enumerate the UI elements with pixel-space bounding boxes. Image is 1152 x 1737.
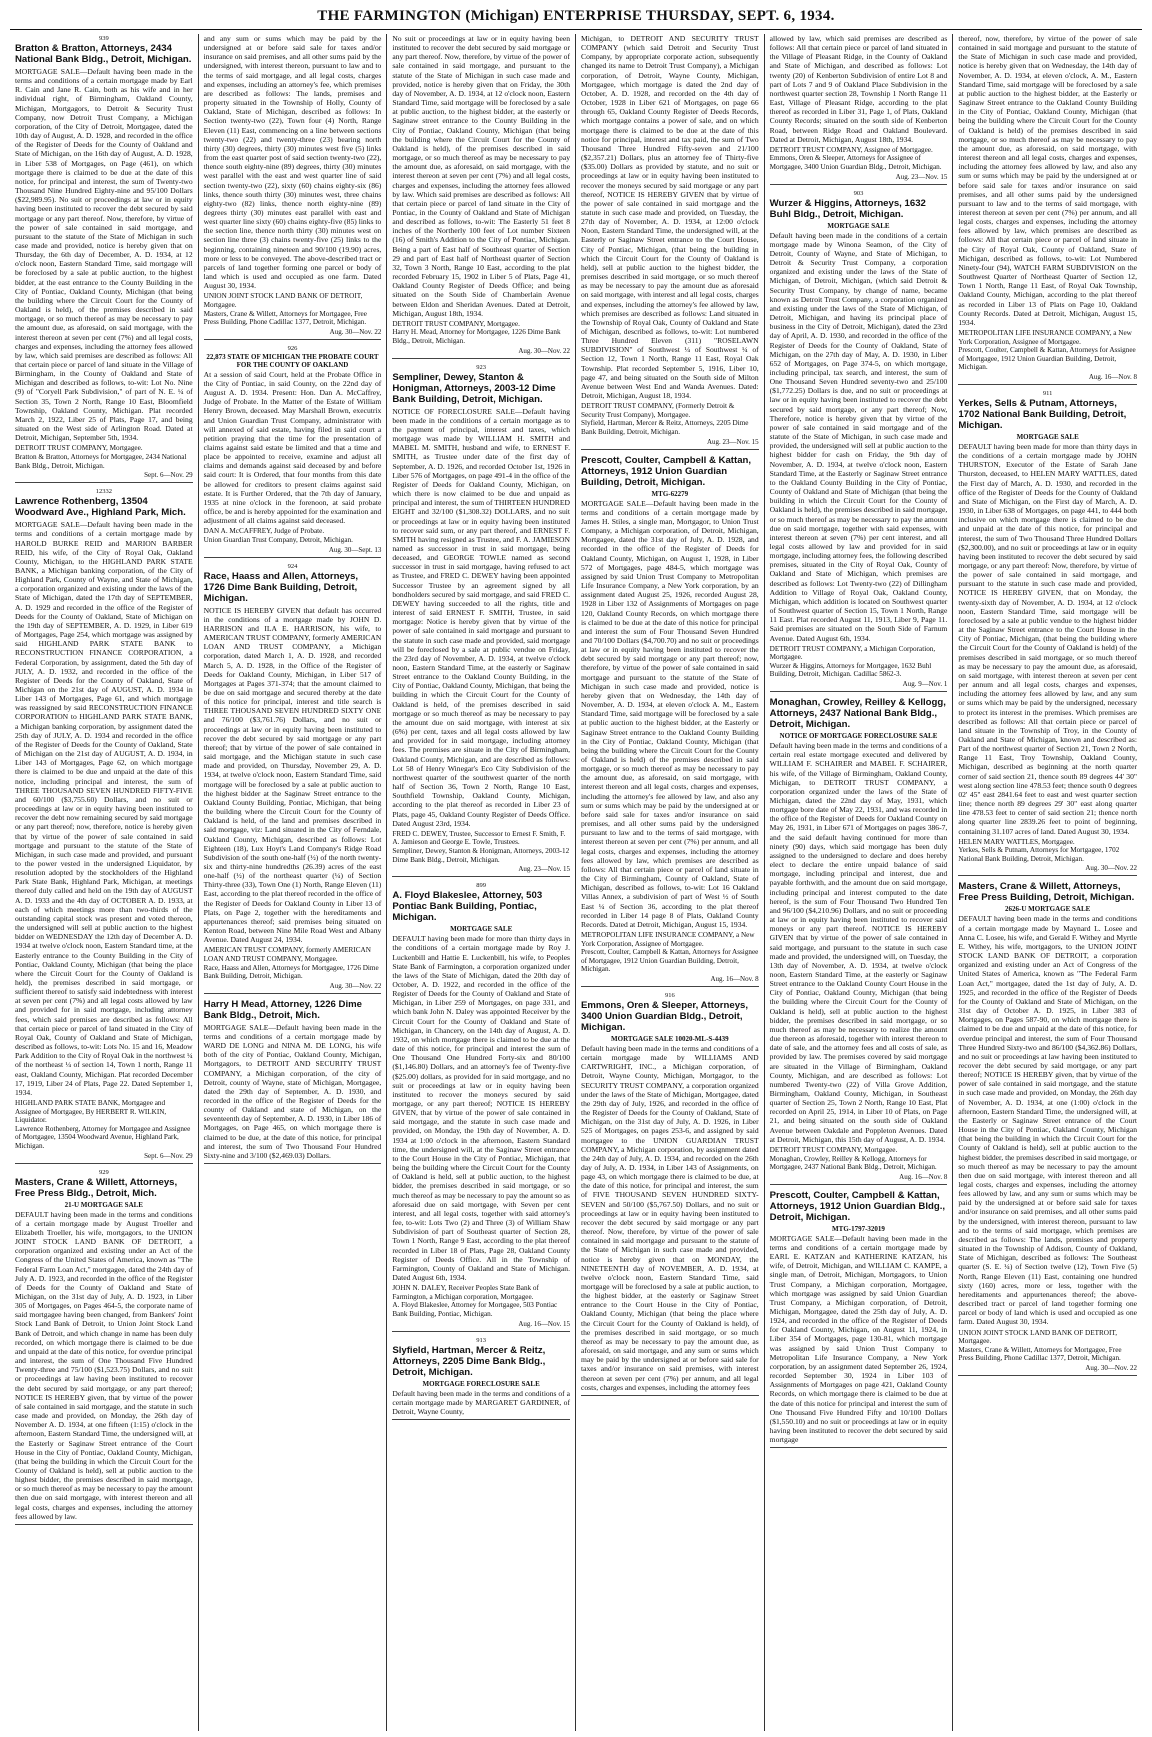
legal-notice — [204, 34, 382, 340]
notice-body: NOTICE OF FORECLOSURE SALE—Default having been made in the conditions of a certain mortgage as to the payment of principal, interest and taxes, which mortgage was made by WILLIAM H. SMITH and MABEL M. SMITH, husband and wife, to ERNEST F. SMITH, as Trustee under date of the first day of September, A. D. 1926, and recorded October 1st, 1926 in Liber 576 of Mortgages, on page 491-4 in the office of the Register of Deeds for Oakland County, Michigan, on which there is now claimed to be due and unpaid as principal and interest, the sum of THIRTEEN HUNDRED EIGHT and 32/100 ($1,308.32) DOLLARS, and no suit or proceedings at law or in equity having been instituted to recover said sum, or any part thereof, and ERNEST F. SMITH having resigned as Trustee, and F. A. JAMIESON named as successor in trust in said mortgage, being deceased, and GEORGE TOWLE named as second successor in trust in said mortgage, having refused to act as Trustee, and FRED C. DEWEY having been appointed Successor Trustee by an agreement signed by all bondholders secured by said mortgage, and said FRED C. DEWEY having succeeded to all the rights, title and interest of said ERNEST F. SMITH, Trustee, in said mortgage: Notice is hereby given that by virtue of the power of sale contained in said mortgage and pursuant to the statute in such case made and provided, said mortgage will be foreclosed by a sale at public vendue on Friday, the 23rd day of November, A. D. 1934, at twelve o'clock noon, Eastern Standard Time, at the easterly or Saginaw Street entrance to the Oakland County Building, in the City of Pontiac, Oakland County, Michigan, that being the building in which the Circuit Court for the County of Oakland is held, of the premises described in said mortgage or so much thereof as may be necessary to pay the amount due on said mortgage, with interest at six (6%) per cent, taxes and all legal costs allowed by law and provided for in said mortgage, including attorney fees. The premises are situate in the City of Birmingham, Oakland County, Michigan, and are described as follows: Lot 58 of Henry Winegar's Eco City Subdivision of the northwest quarter of the southwest quarter of the north half of Section 36, Town 2 North, Range 10 East, Southfield Township, Oakland County, Michigan, according to the plat thereof as recorded in Liber 23 of Plats, page 45, Oakland County Register of Deeds Office. Dated August 23rd, 1934. — [392, 406, 570, 828]
notice-run-dates: Aug. 30—Nov. 22 — [329, 981, 382, 990]
notice-body: allowed by law, which said premises are described as follows: All that certain piece or parcel of land situated in the Village of Pleasant Ridge, in the County of Oakland and State of Michigan, and described as follows: Lot twenty (20) of Kenberton Subdivision of entire Lot 8 and part of Lots 7 and 9 of Oakland Place Subdivision in the northwest quarter section 28, Township 1 North Range 11 East, Village of Pleasant Ridge, according to the plat thereof as recorded in Liber 31, Page 1, of Plats, Oakland County Records; situated on the south side of Kenberton Road, between Ridge Road and Oakland Boulevard. Dated at Detroit, Michigan, August 18th, 1934. — [769, 34, 948, 144]
notice-signature: METROPOLITAN LIFE INSURANCE COMPANY, a New York Corporation, Assignee of Mortgagee. Prescott, Coulter, Campbell & Kattan, Attorneys for Assignee of Mortgagee, 1912 Union Guardian Building, Detroit, Michigan. — [581, 930, 759, 974]
notice-signature: HELEN MARY WATTLES, Mortgagee. Yerkes, Sells & Putnam, Attorneys for Mortgagee, 1702 National Bank Building, Detroit, Michigan. — [958, 837, 1120, 863]
notice-subheading: MORTGAGE SALE — [450, 925, 513, 934]
notice-heading: Sempliner, Dewey, Stanton & Honigman, Attorneys, 2003-12 Dime Bank Building, Detroit, Michigan. — [392, 371, 556, 405]
news-column — [765, 34, 954, 1731]
legal-notice — [204, 345, 382, 558]
notice-body: Default having been made in the terms and conditions of a certain mortgage made by MARGARET GARDINER, of Detroit, Wayne County, — [392, 1388, 570, 1416]
notice-number: 929 — [98, 1168, 109, 1176]
notice-body: At a session of said Court, held at the Probate Office in the City of Pontiac, in said County, on the 22nd day of August A. D. 1934. Present: Hon. Dan A. McCaffrey, Judge of Probate. In the Matter of the Estate of William Henry Brown, deceased. May Marshall Brown, executrix and Union Guardian Trust Company, administrator with will annexed of said estate, having filed in said court a petition praying that the time for the presentation of claims against said estate be limited and that a time and place be appointed to receive, examine and adjust all claims and demands against said deceased by and before said court: It is Ordered, that four months from this date be allowed for creditors to present claims against said estate. It is Further Ordered, that the 7th day of January, 1935 at nine o'clock in the forenoon, at said probate office, be and is hereby appointed for the examination and adjustment of all claims against said deceased. — [203, 369, 382, 526]
notice-heading: Harry H Mead, Attorney, 1226 Dime Bank Bldg., Detroit, Mich. — [203, 998, 363, 1021]
notice-number: 924 — [287, 562, 298, 570]
notice-body: MORTGAGE SALE—Default having been made in the terms and conditions of a certain mortgage made by HAROLD BURKE REID and MARION BARBER REID, his wife, of the City of Royal Oak, Oakland County, Michigan, to the HIGHLAND PARK STATE BANK, a Michigan banking corporation, of the City of Highland Park, County of Wayne, and State of Michigan, a corporation organized and existing under the laws of the State of Michigan, dated the 17th day of SEPTEMBER, A. D. 1929 and recorded in the office of the Register of Deeds for the County of Oakland, State of Michigan on the 19th day of SEPTEMBER, A. D. 1929, in Liber 619 of Mortgages, Page 254, which mortgage was assigned by said HIGHLAND PARK STATE BANK to RECONSTRUCTION FINANCE CORPORATION, a Federal Corporation, by assignment, dated the 5th day of JULY, A. D. 1932, and recorded in the office of the Register of Deeds for the County of Oakland, State of Michigan on the 21st day of AUGUST, A. D. 1934 in Liber 143 of Mortgages, Page 61, and which mortgage was reassigned by said RECONSTRUCTION FINANCE CORPORATION to HIGHLAND PARK STATE BANK, a Michigan banking corporation, by assignment dated the 25th day of JULY, A. D. 1934 and recorded in the office of the Register of Deeds for the County of Oakland, State of Michigan on the 21st day of AUGUST, A. D. 1934, in Liber 143 of Mortgages, Page 62, on which mortgage there is claimed to be due and unpaid at the date of this notice, including principal and interest, the sum of THREE THOUSAND SEVEN HUNDRED FIFTY-FIVE and 60/100 ($3,755.60) Dollars, and no suit or proceedings at law or in equity having been instituted to recover the debt now remaining secured by said mortgage or any part thereof; now, therefore, notice is hereby given that by virtue of the power of sale contained in said mortgage and pursuant to the statute of the State of Michigan, in such case made and provided, and pursuant to the power vested in the undersigned Liquidator, by resolution adopted by the stockholders of the Highland Park State Bank, Highland Park, Michigan, at meetings thereof duly called and held on the 19th day of AUGUST A. D. 1933 and the 4th day of OCTOBER A. D. 1933, at each of which meetings more than two-thirds of the outstanding capital stock was present and voted thereon, the undersigned will sell at public auction to the highest bidder on WEDNESDAY the 12th day of December A. D. 1934 at twelve o'clock noon, Eastern Standard time, at the Easterly entrance to the County Building in the City of Pontiac, Oakland County, Michigan (that being the place where the Circuit Court for the County of Oakland is held), the premises described in said mortgage, or sufficient thereof to satisfy said indebtedness with interest at seven per cent (7%) and all legal costs allowed by law and provided for in said mortgage, including attorney fees, which said premises are described as follows: All that certain piece or parcel of land situated in the City of Royal Oak, County of Oakland and State of Michigan, described as follows, to-wit: Lots No. 15 and 16, Meadow Park Addition to the City of Royal Oak in the northwest ¼ of the northeast ¼ of section 14, Town 1 north, Range 11 east, Oakland County, Michigan. Plat recorded December 17, 1919, Liber 24 of Plats, Page 22. Dated September 1, 1934. — [15, 520, 193, 1097]
notice-run-dates: Aug. 16—Nov. 8 — [1088, 372, 1137, 381]
notice-heading: Prescott, Coulter, Campbell & Kattan, Attorneys, 1912 Union Guardian Building, Detroit, Michigan. — [581, 454, 752, 488]
notice-body: MORTGAGE SALE—Default having been made in the terms and conditions of a certain mortgage made by Earl R. Cain and Jane R. Cain, both as his wife and in her individual right, of Birmingham, Oakland County, Michigan, Mortgagors, to Detroit & Security Trust Company, now Detroit Trust Company, a Michigan corporation, of the City of Detroit, Mortgagee, dated the 10th day of August, A. D. 1928, and recorded in the office of the Register of Deeds for the County of Oakland and State of Michigan, on the 16th day of August, A. D. 1928, in Liber 538 of Mortgages, on Page (461), on which mortgage there is claimed to be due at the date of this notice, for principal and interest, the sum of Twenty-two Thousand Nine Hundred Eighty-nine and 95/100 Dollars ($22,989.95). No suit or proceedings at law or in equity having been instituted to recover the debt secured by said mortgage or any part thereof. Now, therefore, by virtue of the power of sale contained in said mortgage, and pursuant to the statute of the State of Michigan in such case made and provided, notice is hereby given that on Thursday, the 6th day of December, A. D. 1934, at 12 o'clock noon, Eastern Standard Time, said mortgage will be foreclosed by a sale at public auction, to the highest bidder, at the east entrance to the County Building in the City of Pontiac, Oakland County, Michigan (that being the building where the Circuit Court for the County of Oakland is held), of the premises described in said mortgage, or so much thereof as may be necessary to pay the amount due, as aforesaid, on said mortgage, with the interest thereon at seven per cent (7%) and all legal costs, charges and expenses, including the attorney fees allowed by law, which said premises are described as follows: All that certain piece or parcel of land situate in the Village of Birmingham, in the County of Oakland and State of Michigan and described as follows, to-wit: Lot No. Nine (9) of "Coryell Park Subdivision," of part of N. E. ¼ of Section 35, Town 2 North, Range 10 East, Bloomfield Township, Oakland County, Michigan. Plat recorded March 2, 1922, Liber 25 of Plats, Page 17, and being situated on the West side of Arlington Road. Dated at Detroit, Michigan, September 5th, 1934. — [15, 67, 193, 443]
notice-number: 926 — [287, 344, 298, 352]
notice-signature: DETROIT TRUST COMPANY, a Michigan Corporation, Mortgagee. Wurzer & Higgins, Attorneys for Mortgagee, 1632 Buhl Building, Detroit, Michigan. Cadillac 5862-3. — [769, 644, 936, 679]
notice-signature: UNION JOINT STOCK LAND BANK OF DETROIT, Mortgagee. Masters, Crane & Willett, Attorneys for Mortgagee, Free Press Building, Phone Cadillac 1377, Detroit, Michigan. — [958, 1328, 1122, 1363]
masthead: THE FARMINGTON (Michigan) ENTERPRISE THURSDAY, SEPT. 6, 1934. — [10, 8, 1142, 30]
legal-notice — [770, 34, 948, 185]
notice-signature: DETROIT TRUST COMPANY, Assignee of Mortgagee. Emmons, Oren & Sleeper, Attorneys for Assignee of Mortgagee, 3400 Union Guardian Bldg., Detroit, Michigan. — [769, 145, 942, 172]
notice-body: DEFAULT having been made in the terms and conditions of a certain mortgage made by Maynard L. Losee and Anna C. Losee, his wife, and Gerald F. Withey and Myrtle E. Withey, his wife, mortgagors, to the UNION JOINT STOCK LAND BANK OF DETROIT, a corporation organized and existing under an Act of Congress of the United States of America, known as "The Federal Farm Loan Act," mortgagee, dated the 1st day of July, A. D. 1925, and recorded in the office of the Register of Deeds for the County of Oakland and State of Michigan, on the 31st day of October A. D. 1925, in Liber 383 of Mortgages, on Pages 587-90, on which mortgage there is claimed to be due and unpaid at the date of this notice, for overdue principal and interest, the sum of Four Thousand Three Hundred Sixty-two and 86/100 ($4,362.86) Dollars, and no suit or proceedings at law having been instituted to recover the debt secured by said mortgage, or any part thereof; NOTICE IS HEREBY given, that by virtue of the power of sale contained in said mortgage, and the statute in such case made and provided, on Monday, the 26th day of November, A. D. 1934, at one (1:00) o'clock in the afternoon, Eastern Standard Time, the undersigned will, at the Easterly or Saginaw Street entrance of the Court House in the City of Pontiac, Oakland County, Michigan (that being the building in which the Circuit Court for the County of Oakland is held), sell at public auction to the highest bidder, the premises described in said mortgage, or so much thereof as may be necessary to pay the amount then due on said mortgage, with interest thereon and all legal costs, charges and expenses, including the attorney fees allowed by law, and any sum or sums which may be paid by the undersigned at or before said sale for taxes and/or insurance on said premises, and all other sums paid by the undersigned, with interest thereon, pursuant to law and to the terms of said mortgage, which premises are described as follows: The lands, premises and property situated in the Township of Addison, County of Oakland, State of Michigan, described as follows: The Southeast quarter (S. E. ¼) of Section twelve (12), Town Five (5) North, Range Eleven (11) East, containing one hundred sixty (160) acres, more or less, together with the hereditaments and appurtenances thereof; the above-described tract or parcel of land together forming one parcel or body of land which is used and occupied as one farm. Dated August 30, 1934. — [958, 914, 1137, 1327]
notice-heading: Lawrence Rothenberg, 13504 Woodward Ave., Highland Park, Mich. — [15, 496, 186, 519]
legal-notice — [581, 455, 759, 987]
notice-run-dates: Aug. 30—Nov. 22 — [518, 346, 570, 355]
notice-body: DEFAULT having been made for more than thirty days in the conditions of a certain mortgage made by Roy J. Luckenbill and Hattie E. Luckenbill, his wife, to Peoples State Bank of Farmington, a corporation organized under the laws of the State of Michigan, dated the 20th day of October, A. D. 1922, and recorded in the office of the Register of Deeds for the County of Oakland and State of Michigan, in Liber 259 of Mortgages, on page 331, and which bank John N. Daley was appointed Receiver by the Circuit Court for the County of Oakland and State of Michigan, in Chancery, on the 14th day of August, A. D. 1932, on which mortgage there is claimed to be due at the date of this notice, for principal and interest the sum of One Thousand One Hundred Forty-six and 80/100 ($1,146.80) Dollars, and an attorney's fee of Twenty-five ($25.00) dollars, as provided for in said mortgage, and no suit or proceedings at law or in equity having been instituted to recover the moneys secured by said mortgage, or any part thereof; NOTICE IS HEREBY GIVEN, that by virtue of the power of sale contained in said mortgage, and the statute in such case made and provided, on Monday, the 19th day of November, A. D. 1934 at 1:00 o'clock in the afternoon, Eastern Standard time, the undersigned will, at the Saginaw Street entrance to the Court House in the City of Pontiac, Michigan, that being the building where the Circuit Court for the County of Oakland is held, sell at public auction, to the highest bidder, the premises described in said mortgage, or so much thereof as may be necessary to pay the amount so as aforesaid due on said mortgage, with Seven per cent interest, and all legal costs, together with said attorney's fee, to-wit: Lots Two (2) and Three (3) of William Shaw Subdivision of part of Southeast quarter of Section 28, Town 1 North, Range 9 East, according to the plat thereof recorded in Liber 18 of Plats, Page 28, Oakland County Register of Deeds Office. All in the Township of Farmington, County of Oakland and State of Michigan. Dated August 6th, 1934. — [392, 934, 570, 1282]
notice-signature: DAN A. McCAFFREY, Judge of Probate. Union Guardian Trust Company, Detroit, Michigan. — [203, 527, 353, 544]
notice-heading: Wurzer & Higgins, Attorneys, 1632 Buhl Bldg., Detroit, Michigan. — [769, 197, 926, 220]
notice-number: 899 — [476, 882, 487, 890]
notice-run-dates: Aug. 30—Nov. 22 — [1085, 864, 1137, 873]
notice-signature: HIGHLAND PARK STATE BANK, Mortgagee and Assignee of Mortgagee, By HERBERT R. WILKIN, Liquidator. Lawrence Rothenberg, Attorney for Mortgagee and Assignee of Mortgagee, 13504 Woodward Avenue, Highland Park, Michigan. — [15, 1099, 191, 1150]
notice-run-dates: Aug. 16—Nov. 15 — [518, 1319, 570, 1328]
notice-run-dates: Aug. 30—Nov. 22 — [329, 327, 382, 336]
legal-notice — [770, 697, 948, 1185]
notice-body: DEFAULT having been made in the terms and conditions of a certain mortgage made by August Troeller and Elizabeth Troeller, his wife, mortgagors, to the UNION JOINT STOCK LAND BANK OF DETROIT, a corporation organized and existing under an Act of the Congress of the United States of America, known as "The Federal Farm Loan Act," mortgagee, dated the 24th day of July A. D. 1923, and recorded in the office of the Register of Deeds for the County of Oakland and State of Michigan, on the 31st day of July, A. D. 1923, in Liber 305 of Mortgages, on Pages 464-5, the corporate name of said mortgagee having been changed, from Bankers' Joint Stock Land Bank of Detroit, to Union Joint Stock Land Bank of Detroit, and which change in name has been duly recorded, on which mortgage there is claimed to be due and unpaid at the date of this notice, for overdue principal and interest, the sum of One Thousand Five Hundred Twenty-three and 75/100 ($1,523.75) Dollars, and no suit or proceedings at law having been instituted to recover the debt secured by said mortgage, or any part thereof; NOTICE IS HEREBY given, that by virtue of the power of sale contained in said mortgage, and the statute in such case made and provided, on Monday, the 26th day of November A. D. 1934, at one fifteen (1:15) o'clock in the afternoon, Eastern Standard Time, the undersigned will, at the Easterly or Saginaw Street entrance of the Court House in the City of Pontiac, Oakland County, Michigan, (that being the building in which the Circuit Court for the County of Oakland is held), sell at public auction to the highest bidder, the premises described in said mortgage, or so much thereof as may be necessary to pay the amount then due on said mortgage, with interest thereon and all legal costs, charges and expenses, including the attorney fees allowed by law. — [15, 1209, 193, 1521]
legal-notice — [392, 1337, 570, 1420]
notice-signature: METROPOLITAN LIFE INSURANCE COMPANY, a New York Corporation, Assignee of Mortgagee. Prescott, Coulter, Campbell & Kattan, Attorneys for Assignee of Mortgagee, 1912 Union Guardian Building, Detroit, Michigan. — [958, 329, 1136, 372]
legal-notice — [204, 563, 382, 994]
notice-run-dates: Aug. 9—Nov. 1 — [902, 680, 948, 689]
legal-notice — [958, 881, 1137, 1375]
notice-subheading: NOTICE OF MORTGAGE FORECLOSURE SALE — [779, 732, 938, 741]
notice-signature: AMERICAN TRUST COMPANY, formerly AMERICAN LOAN AND TRUST COMPANY, Mortgagee. Race, Haass and Allen, Attorneys for Mortgagee, 1726 Dime Bank Building, Detroit, Michigan. — [203, 946, 379, 981]
notice-subheading: MORTGAGE FORECLOSURE SALE — [422, 1379, 540, 1388]
notice-heading: Monaghan, Crowley, Reilley & Kellogg, Attorneys, 2437 National Bank Bldg., Detroit, Michigan. — [769, 697, 946, 731]
legal-notice — [958, 390, 1137, 877]
legal-notice — [392, 364, 570, 878]
news-column — [576, 34, 765, 1731]
legal-notice — [15, 488, 193, 1163]
legal-notice — [581, 34, 759, 450]
notice-body: No suit or proceedings at law or in equity having been instituted to recover the debt secured by said mortgage or any part thereof. Now, therefore, by virtue of the power of sale contained in said mortgage, and pursuant to the statute of the State of Michigan in such case made and provided, notice is hereby given that on Friday, the 30th day of November, A. D. 1934, at 12 o'clock noon, Eastern Standard Time, said mortgage will be foreclosed by a sale at public auction, to the highest bidder, at the easterly or Saginaw street entrance to the County Building in the City of Pontiac, Oakland County, Michigan (that being the building where the Circuit Court for the County of Oakland is held), of the premises described in said mortgage, or so much thereof as may be necessary to pay the amount due, as aforesaid, on said mortgage, with the interest thereon at seven per cent (7%) and all legal costs, charges and expenses, including the attorney fees allowed by law. Which said premises are described as follows: All that certain piece or parcel of land situate in the City of Pontiac, in the County of Oakland and State of Michigan and described as follows, to-wit: The Easterly 51 feet 8 inches of the Northerly 100 feet of Lot number Sixteen (16) of Smith's Addition to the City of Pontiac, Michigan. Being a part of East half of Southeast quarter of Section 29 and part of East half of Northeast quarter of Section 32, Town 3 North, Range 10 East, according to the plat recorded February 15, 1902 in Liber 5 of Plats, Page 41, Oakland County Register of Deeds Office; and being situated on the South Side of Chamberlain Avenue between Eldon and Sheridan Avenues. Dated at Detroit, Michigan, August 18th, 1934. — [392, 34, 570, 318]
notice-number: 903 — [853, 189, 864, 197]
notice-run-dates: Aug. 23—Nov. 15 — [895, 172, 948, 181]
legal-notice — [15, 35, 193, 483]
notice-number: 913 — [476, 1336, 487, 1344]
notice-run-dates: Aug. 30—Sept. 13 — [328, 545, 382, 554]
notice-signature: DETROIT TRUST COMPANY, Mortgagee. Harry H. Mead, Attorney for Mortgagee, 1226 Dime Bank Bldg., Detroit, Michigan. — [392, 319, 561, 346]
legal-notice — [581, 992, 759, 1396]
notice-signature: FRED C. DEWEY, Trustee, Successor to Ernest F. Smith, F. A. Jamieson and George E. Towle, Trustees. Sempliner, Dewey, Stanton & Honigman, Attorneys, 2003-12 Dime Bank Bldg., Detroit, Michigan. — [392, 829, 570, 864]
notice-run-dates: Aug. 30—Nov. 22 — [1085, 1363, 1137, 1372]
legal-notice — [392, 34, 570, 359]
notice-subheading: 21-U MORTGAGE SALE — [64, 1200, 143, 1209]
notice-run-dates: Aug. 16—Nov. 8 — [710, 974, 759, 983]
notice-run-dates: Aug. 23—Nov. 15 — [707, 437, 759, 446]
notice-heading: A. Floyd Blakeslee, Attorney, 503 Pontiac Bank Building, Pontiac, Michigan. — [392, 890, 543, 924]
news-column — [387, 34, 576, 1731]
notice-signature: DETROIT TRUST COMPANY, Mortgagee. Bratton & Bratton, Attorneys for Mortgagee, 2434 National Bank Bldg., Detroit, Michigan. — [15, 444, 187, 470]
notice-signature: JOHN N. DALEY, Receiver Peoples State Bank of Farmington, a Michigan corporation, Mortgagee. A. Floyd Blakeslee, Attorney for Mortgagee, 503 Pontiac Bank Building, Pontiac, Michigan. — [392, 1284, 558, 1318]
notice-body: Default having been made in the conditions of a certain mortgage made by Winona Seamon, of the City of Detroit, County of Wayne, and State of Michigan, to Detroit & Security Trust Company, a corporation organized and existing under the laws of the State of Michigan, of Detroit, Michigan, (which said Detroit & Security Trust Company, by change of name, became known as Detroit Trust Company, a corporation organized and existing under the laws of the State of Michigan, of Detroit, Michigan, and having its principal place of business in the City of Detroit, Michigan), dated the 23rd day of April, A. D. 1930, and recorded in the office of the Register of Deeds for the County of Oakland, State of Michigan, on the 27th day of May, A. D. 1930, in Liber 652 of Mortgages, on Page 374-5, on which mortgage, including principal, tax search, and interest, the sum of One Thousand Seven Hundred seventy-two and 25/100 ($1,772.25) Dollars is due, and no suit or proceedings at law or in equity having been instituted to recover the debt secured by said mortgage, or any part thereof; Now, Therefore, notice is hereby given that by virtue of the power of sale contained in said mortgage and of the statute of the State of Michigan, in such case made and provided, the undersigned will sell at public auction to the highest bidder for cash on Friday, the 9th day of November, A. D. 1934, at twelve o'clock noon, Eastern Standard Time, at the Easterly or Saginaw Street entrance to the Oakland County Building in the City of Pontiac, County of Oakland and State of Michigan (that being the building in which the Circuit Court for the County of Oakland is held), the premises described in said mortgage, or so much thereof as may be necessary to pay the amount due on said mortgage, together with said expenses, with interest thereon at seven (7%) per cent interest, and all legal costs allowed by law and provided for in said mortgage, including attorney fees, the following described premises, situated in the City of Royal Oak, County of Oakland and State of Michigan, which premises are described as follows: Lot Twenty-two (22) of Dillingham Addition to Village of Royal Oak, Oakland County, Michigan, which addition is located on Southwest quarter of Southwest quarter of Section 15, Town 1 North, Range 11 East. Plat recorded August 11, 1913, Liber 9, Page 11. Said premises are situated on the South Side of Farnum Avenue. Dated August 6th, 1934. — [769, 230, 948, 643]
legal-notice — [15, 1169, 193, 1525]
notice-signature: DETROIT TRUST COMPANY, (Formerly Detroit & Security Trust Company), Mortgagee. Slyfield, Hartman, Mercer & Reitz, Attorneys, 2205 Dime Bank Building, Detroit, Michigan. — [581, 402, 749, 437]
notice-body: thereof, now, therefore, by virtue of the power of sale contained in said mortgage and pursuant to the statute of the State of Michigan in such case made and provided, notice is hereby given that on Wednesday, the 14th day of November, A. D. 1934, at eleven o'clock, A. M., Eastern Standard Time, said mortgage will be foreclosed by a sale at public auction to the highest bidder, at the Easterly or Saginaw Street entrance to the Oakland County Building in the City of Pontiac, Oakland County, Michigan (that being the building where the Circuit Court for the County of Oakland is held) of the premises described in said mortgage, or so much thereof as may be necessary to pay the amount due, as aforesaid, on said mortgage, with interest thereon and all legal costs, charges and expenses, including the attorney fees allowed by law, and also any sum or sums which may be paid by the undersigned at or before said sale for taxes and/or insurance on said premises, and all other sums paid by the undersigned pursuant to law and to the terms of said mortgage, with interest thereon at seven per cent (7%) per annum, and all legal costs, charges and expenses, including the attorney fees allowed by law, which premises are described as follows: All that certain piece or parcel of land situate in the City of Royal Oak, County of Oakland, State of Michigan, described as follows, to-wit: Lot Numbered Ninety-four (94), WATCH FARM SUBDIVISION on the Southwest Quarter of Northeast Quarter of Section 12, Town 1 North, Range 11 East, of Royal Oak Township, Oakland County, Michigan, according to the plat thereof as recorded in Liber 13 of Plats on Page 10, Oakland County Records. Dated at Detroit, Michigan, August 15, 1934. — [958, 34, 1137, 327]
notice-run-dates: Sept. 6—Nov. 29 — [144, 471, 193, 480]
notice-body: DEFAULT having been made for more than thirty days in the conditions of a certain mortgage made by JOHN THURSTON, Executor of the Estate of Sarah Jane Thurston, deceased, to HELEN MARY WATTLES, dated the First day of March, A. D. 1930, and recorded in the office of the Register of Deeds for the County of Oakland and State of Michigan, on the First day of March, A. D. 1930, in Liber 638 of Mortgages, on page 441, to 444 both inclusive on which mortgage there is claimed to be due and unpaid at the date of this notice, for principal and interest, the sum of Two Thousand Three Hundred Dollars ($2,300.00), and no suit or proceedings at law or in equity having been instituted to recover the debt secured by said mortgage, or any part thereof: Now, therefore, by virtue of the power of sale contained in said mortgage, and pursuant to the statute in such case made and provided, NOTICE IS HEREBY GIVEN, that on Monday, the twenty-sixth day of November, A. D. 1934, at 12 o'clock noon, Eastern Standard Time, said mortgage will be foreclosed by a sale at public vendue to the highest bidder at the Saginaw Street entrance to the Court House in the City of Pontiac, Michigan, (that being the building where the Circuit Court for the County of Oakland is held) of the premises described in said mortgage, or so much thereof as may be necessary to pay the amount due, as aforesaid, on said mortgage, with interest thereon at seven per cent per annum and all legal costs, charges and expenses, including the attorney fees allowed by law, and any sum or sums which may be paid by the undersigned, necessary to protect its interest in the premises. Which premises are described as follows: All that certain piece or parcel of land situate in the Township of Troy, in the County of Oakland and State of Michigan, known and described as: Part of the northwest quarter of Section 21, Town 2 North, Range 11 East, Troy Township, Oakland County, Michigan, described as beginning at the north quarter corner of said section 21, thence south 89 degrees 44' 30" west along section line 478.53 feet; thence south 0 degrees 02' 45" east 2841.64 feet to east and west quarter section line; thence north 89 degrees 29' 30" east along quarter line 478.53 feet to center of said section 21; thence north along quarter line 2839.26 feet to point of beginning, containing 31.107 acres of land. Dated August 30, 1934. — [958, 441, 1137, 836]
legal-notice — [392, 882, 570, 1331]
notice-signature: DETROIT TRUST COMPANY, Mortgagee. Monaghan, Crowley, Reilley & Kellogg, Attorneys for Mortgagee, 2437 National Bank Bldg., Detroit, Michigan. — [769, 1145, 937, 1172]
notice-heading: Yerkes, Sells & Putnam, Attorneys, 1702 National Bank Building, Detroit, Michigan. — [958, 397, 1127, 431]
legal-notice — [958, 34, 1137, 385]
notice-heading: Race, Haass and Allen, Attorneys, 1726 Dime Bank Building, Detroit, Michigan. — [203, 570, 359, 604]
legal-notice — [204, 999, 382, 1164]
notice-body: NOTICE IS HEREBY GIVEN that default has occurred in the conditions of a mortgage made by JOHN D. HARRISON and ILA E. HARRISON, his wife, to AMERICAN TRUST COMPANY, formerly AMERICAN LOAN AND TRUST COMPANY, a Michigan corporation, dated March 1, A. D. 1928, and recorded March 5, A. D. 1928, in the Office of the Register of Deeds for Oakland County, Michigan, in Liber 517 of Mortgages at Pages 371-374; that the amount claimed to be due on said mortgage and secured thereby at the date of this notice for principal, interest and title search is THREE THOUSAND SEVEN HUNDRED SIXTY ONE and 76/100 ($3,761.76) Dollars, and no suit or proceedings at law or in equity having been instituted to recover the debt secured by said mortgage or any part thereof; that by virtue of the power of sale contained in said mortgage, and the Michigan statute in such case made and provided, on Thursday, November 29, A. D. 1934, at twelve o'clock noon, Eastern Standard Time, said mortgage will be foreclosed by a sale at public auction to the highest bidder at the Saginaw Street entrance to the Oakland County Building, Pontiac, Michigan, that being the building where the Circuit Court for the County of Oakland is held, of the land and premises described in said mortgage, viz: Land situated in the City of Ferndale, Oakland County, Michigan, described as follows: Lot Eighteen (18), Lux Hoyt's Land Company's Ridge Road Subdivision of the south one-half (½) of the north twenty-six and thirty-nine hundredths (26.39) acres of the east one-half (½) of the northeast quarter (¼) of Section Thirty-three (33), Town One (1) North, Range Eleven (11) East, according to the plat thereof recorded in the office of the Register of Deeds for Oakland County in Liber 13 of Plats, on Page 2, together with the hereditaments and appurtenances thereof; said premises being situated on Kenton Road, between Nine Mile Road West and Albany Avenue. Dated August 24, 1934. — [203, 605, 382, 945]
notice-run-dates: Sept. 6—Nov. 29 — [144, 1151, 193, 1160]
notice-heading: Emmons, Oren & Sleeper, Attorneys, 3400 Union Guardian Bldg., Detroit, Michigan. — [581, 999, 749, 1033]
notice-subheading: 2626-U MORTGAGE SALE — [1005, 905, 1091, 914]
legal-notice-columns — [10, 34, 1142, 1731]
notice-number: 939 — [98, 35, 109, 42]
notice-number: 916 — [664, 991, 675, 999]
notice-run-dates: Aug. 23—Nov. 15 — [518, 865, 570, 874]
news-column — [199, 34, 388, 1731]
notice-number: 923 — [476, 363, 487, 371]
notice-body: MORTGAGE SALE—Default having been made in the terms and conditions of a certain mortgage made by WARD DE LONG and NINA M. DE LONG, his wife both of the city of Pontiac, Oakland County, Michigan, Mortgagors, to DETROIT AND SECURITY TRUST COMPANY, a Michigan corporation, of the city of Detroit, county of Wayne, state of Michigan, Mortgagee, dated the 29th day of September, A. D. 1930, and recorded in the office of the Register of Deeds for the county of Oakland and state of Michigan, on the seventeenth day of September, A. D. 1930, in Liber 186 of Mortgages, on Page 465, on which mortgage there is claimed to be due, at the date of this notice, for principal and interest, the sum of Two Thousand Four Hundred Sixty-nine and 3/100 ($2,469.03) Dollars. — [203, 1022, 382, 1160]
notice-body: Michigan, to DETROIT AND SECURITY TRUST COMPANY (which said Detroit and Security Trust Company, by appropriate corporate action, subsequently changed its name to Detroit Trust Company), a Michigan corporation, of Detroit, Wayne County, Michigan, Mortgagee, which mortgage is dated the 2nd day of October, A. D. 1928, and recorded on the 4th day of October, 1928 in Liber 621 of Mortgages, on page 66 through 65, Oakland County Register of Deeds Records, which mortgage contains a power of sale, and on which mortgage there is claimed to be due at the date of this notice for principal, interest and tax paid, the sum of Two Thousand Three Hundred Fifty-seven and 21/100 ($2,357.21) Dollars, plus an attorney fee of Thirty-five ($35.00) Dollars as provided by statute, and no suit or proceedings at law or in equity having been instituted to recover the moneys secured by said mortgage or any part thereof, NOTICE IS HEREBY GIVEN that by virtue of the power of sale contained in said mortgage and the statute in such case made and provided, on Tuesday, the 27th day of November, A. D. 1934, at 12:00 o'clock Noon, Eastern Standard Time, the undersigned will, at the Easterly or Saginaw Street entrance to the Court House, City of Pontiac, Michigan, (that being the building in which the Circuit Court for the County of Oakland is held), sell at public auction to the highest bidder, the premises described in said mortgage, or so much thereof as may be necessary to pay the amount due as aforesaid on said mortgage, with interest and all legal costs, charges and expenses, including the attorney's fee allowed by law, which premises are described as follows: Land situated in the Township of Royal Oak, County of Oakland and State of Michigan, described as follows, to-wit: Lot numbered Three Hundred Eleven (311) "ROSELAWN SUBDIVISION" of Southwest ¼ of Southwest ¼ of Section 12, Town 1 North, Range 11 East, Royal Oak Township. Plat recorded September 5, 1916, Liber 10, page 47, and being situated on the South side of Milton Avenue between West End and Wanda Avenues. Dated: Detroit, Michigan, August 18, 1934. — [581, 34, 759, 401]
notice-body: Default having been made in the terms and conditions of a certain mortgage made by WILLIAMS AND CARTWRIGHT, INC., a Michigan corporation, of Detroit, Wayne County, Michigan, Mortgagor, to the SECURITY TRUST COMPANY, a corporation organized under the laws of the State of Michigan, Mortgagee, dated the 29th day of July, 1926, and recorded in the office of the Register of Deeds for the County of Oakland, State of Michigan, on the 31st day of July, A. D. 1926, in Liber 525 of Mortgages, on pages 253-6, and assigned by said mortgagee to the UNION GUARDIAN TRUST COMPANY, a Michigan corporation, by assignment dated the 24th day of July, A. D. 1934, and recorded on the 26th day of July, A. D. 1934, in Liber 143 of Assignments, on page 43, on which mortgage there is claimed to be due, at the date of this notice, for principal and interest, the sum of FIVE THOUSAND SEVEN HUNDRED SIXTY-SEVEN and 50/100 ($5,767.50) Dollars, and no suit or proceedings at law or in equity having been instituted to recover the debt secured by said mortgage or any part thereof. Now, therefore, by virtue of the power of sale contained in said mortgage and pursuant to the statute of the State of Michigan in such case made and provided, notice is hereby given that on MONDAY, the NINETEENTH day of NOVEMBER, A. D. 1934, at twelve o'clock noon, Eastern Standard Time, said mortgage will be foreclosed by a sale at public auction, to the highest bidder, at the easterly or Saginaw Street entrance to the Court House in the City of Pontiac, Oakland County, Michigan (that being the place where the Circuit Court for the County of Oakland is held), of the premises described in said mortgage, or so much thereof as may be necessary to pay the amount due, as aforesaid, on said mortgage, and any sum or sums which may be paid by the undersigned at or before said sale for taxes and/or insurance on said premises, with interest thereon at seven per cent (7%) per annum, and all legal costs, charges and expenses, including the attorney fees — [581, 1043, 759, 1392]
notice-subheading: MTG-62279 — [651, 489, 689, 498]
notice-subheading: MORTGAGE SALE — [827, 221, 890, 230]
notice-body: MORTGAGE SALE—Default having been made in the terms and conditions of a certain mortgage made by James H. Stiles, a single man, Mortgagor, to Union Trust Company, a Michigan corporation, of Detroit, Michigan, Mortgagee, dated the 31st day of July, A. D. 1928, and recorded in the office of the Register of Deeds for Oakland County, Michigan, on August 1, 1928, in Liber 572 of Mortgages, page 484-5, which mortgage was assigned by said Union Trust Company to Metropolitan Life Insurance Company, a New York corporation, by an assignment dated August 25, 1926, recorded August 28, 1928 in Liber 132 of Assignments of Mortgages on page 120, Oakland County Records, on which mortgage there is claimed to be due at the date of this notice for principal and interest the sum of Four Thousand Seven Hundred and 70/100 Dollars ($4,700.70) and no suit or proceedings at law or in equity having been instituted to recover the debt secured by said mortgage or any part thereof; now, therefore, by virtue of the power of sale contained in said mortgage and pursuant to the statute of the State of Michigan in such case made and provided, notice is hereby given that on Wednesday, the 14th day of November, A. D. 1934, at eleven o'clock A. M., Eastern Standard Time, said mortgage will be foreclosed by a sale at public auction to the highest bidder, at the Easterly or Saginaw Street entrance to the Oakland County Building in the City of Pontiac, Oakland County, Michigan (that being the building where the Circuit Court for the County of Oakland is held) of the premises described in said mortgage, or so much thereof as may be necessary to pay the amount due, as aforesaid, on said mortgage, with interest thereon and all legal costs, charges and expenses, including the attorney's fee allowed by law, and also any sum or sums which may be paid by the undersigned at or before said sale for taxes and/or insurance on said premises, and all other sums paid by the undersigned pursuant to law and to the terms of said mortgage, with interest thereon at seven per cent (7%) per annum, and all legal costs, charges and expenses, including the attorney fees allowed by law, which premises are described as follows: All that certain piece or parcel of land situate in the City of Birmingham, County of Oakland, State of Michigan, described as follows, to-wit: Lot 16 Oakland Villas Annex, a subdivision of part of West ½ of South East ¼ of Section 36, according to the plat thereof recorded in Liber 14 page 8 of Plats, Oakland County Records. Dated at Detroit, Michigan, August 15, 1934. — [581, 498, 759, 929]
notice-body: MORTGAGE SALE—Default having been made in the terms and conditions of a certain mortgage made by EARL E. KATZAN and KATHERINE KATZAN, his wife, of Detroit, Michigan, and WILLIAM C. KAMPE, a single man, of Detroit, Michigan, Mortgagors, to Union Trust Company, a Michigan corporation, Mortgagee, which mortgage was assigned by said Union Guardian Trust Company, a Michigan corporation, of Detroit, Michigan, Mortgagee, dated the 25th day of July, A. D. 1924, and recorded in the office of the Register of Deeds for Oakland County, Michigan, on August 11, 1924, in Liber 354 of Mortgages, page 130-81, which mortgage was assigned by said Union Trust Company to Metropolitan Life Insurance Company, a New York corporation, by an assignment dated September 26, 1924, recorded September 30, 1924 in Liber 103 of Assignments of Mortgages on page 421, Oakland County Records, on which mortgage there is claimed to be due at the date of this notice for principal and interest the sum of One Thousand Five Hundred Fifty and 10/100 Dollars ($1,550.10) and no suit or proceedings at law or in equity having been instituted to recover the debt secured by said mortgage — [769, 1233, 948, 1445]
legal-notice — [770, 1190, 948, 1449]
notice-signature: UNION JOINT STOCK LAND BANK OF DETROIT, Mortgagee. Masters, Crane & Willett, Attorneys for Mortgagee, Free Press Building, Phone Cadillac 1377, Detroit, Michigan. — [203, 292, 367, 327]
notice-body: and any sum or sums which may be paid by the undersigned at or before said sale for taxes and/or insurance on said premises, and all other sums paid by the undersigned, with interest thereon, pursuant to law and to the terms of said mortgage, and all legal costs, charges and expenses, including an attorney's fee, which premises are described as follows: The lands, premises and property situated in the Township of Holly, County of Oakland, State of Michigan, described as follows: In Section twenty-two (22), Town four (4) North, Range Eleven (11) East, commencing on a line between sections twenty-two (22) and twenty-three (23) bearing north thirty (30) degrees, thirty (30) minutes west five (5) links from the east quarter post of said section twenty-two (22), thence south eighty-nine (89) degrees, thirty (30) minutes west parallel with the east and west quarter line of said section twenty-two (22), sixty (60) chains eighty-six (86) links, thence south thirty (30) minutes west, three chains eighty-two (82) links, thence north eighty-nine (89) degrees thirty (30) minutes east parallel with east and west quarter line sixty (60) chains eighty-five (85) links to the section line, thence north thirty (30) minutes west on section line three (3) chains twenty-five (25) links to the beginning, containing nineteen and 90/100 (19.90) acres, more or less to be conveyed. The above-described tract or parcels of land together forming one parcel or body of land which is used and occupied as one farm. Dated August 30, 1934. — [203, 34, 382, 291]
news-column — [953, 34, 1142, 1731]
notice-number: 12332 — [95, 488, 112, 496]
notice-heading: Masters, Crane & Willett, Attorneys, Free Press Bldg., Detroit, Mich. — [15, 1176, 178, 1199]
notice-number: 911 — [1042, 389, 1053, 397]
notice-run-dates: Aug. 16—Nov. 8 — [899, 1172, 948, 1181]
notice-subheading: MTG-1797-32019 — [832, 1224, 885, 1233]
notice-subheading: MORTGAGE SALE — [1016, 432, 1079, 441]
notice-heading: Bratton & Bratton, Attorneys, 2434 National Bank Bldg., Detroit, Michigan. — [15, 43, 192, 65]
notice-heading: Masters, Crane & Willett, Attorneys, Free Press Building, Detroit, Michigan. — [958, 881, 1135, 904]
notice-body: Default having been made in the terms and conditions of a certain real estate mortgage executed and delivered by WILLIAM F. SCHAIRER and MABEL F. SCHAIRER, his wife, of the Village of Birmingham, Oakland County, Michigan, to DETROIT TRUST COMPANY, a corporation organized under the laws of the State of Michigan, dated the 22nd day of May, 1931, which mortgage bore date of May 22, 1931, and was recorded in the office of the Register of Deeds for Oakland County on May 26, 1931, in Liber 671 of Mortgages on pages 386-7, and the said default having continued for more than ninety (90) days, which said mortgage has been duly assigned to the undersigned to declare and does hereby elect to declare the entire unpaid balance of said mortgage, including principal and interest, due and payable forthwith, and the amount due on said mortgage, including principal and interest computed to the date hereof, is the sum of Four Thousand Two Hundred Ten and 96/100 ($4,210.96) Dollars, and no suit or proceeding at law or in equity having been instituted to recover said moneys or any part thereof. NOTICE IS HEREBY GIVEN that by virtue of the power of sale contained in said mortgage, and pursuant to the statute in such case made and provided, the undersigned will, on Tuesday, the 13th day of November, A. D. 1934, at twelve o'clock noon, Eastern Standard Time, at the easterly or Saginaw Street entrance to the Oakland County Court House in the City of Pontiac, Oakland County, Michigan (that being the building where the Circuit Court for the County of Oakland is held), sell at public auction to the highest bidder, the premises described in said mortgage, or so much thereof as may be necessary to realize the amount due thereon as aforesaid, together with interest thereon to date of sale, and the attorney fees and all costs of sale, as provided by law. The premises covered by said mortgage are situated in the Village of Birmingham, Oakland County, Michigan, and are described as follows: Lot numbered Twenty-two (22) of Villa Grove Addition, Birmingham, Oakland County, Michigan, in Southeast quarter of Section 25, Town 2 North, Range 10 East, Plat recorded on April 25, 1914, in Liber 10 of Plats, on Page 21, and being situated on the south side of Oakland Avenue between Oakdale and Poppleton Avenues. Dated at Detroit, Michigan, this 15th day of August, A. D. 1934. — [769, 741, 948, 1144]
news-column — [10, 34, 199, 1731]
notice-heading: Prescott, Coulter, Campbell & Kattan, Attorneys, 1912 Union Guardian Bldg., Detroit, Michigan. — [769, 1189, 946, 1223]
notice-subheading: 22,873 STATE OF MICHIGAN THE PROBATE COURT FOR THE COUNTY OF OAKLAND — [206, 352, 379, 369]
notice-heading: Slyfield, Hartman, Mercer & Reitz, Attorneys, 2205 Dime Bank Bldg., Detroit, Michigan. — [392, 1344, 546, 1378]
legal-notice — [770, 190, 948, 692]
notice-subheading: MORTGAGE SALE 10020-ML-S-4439 — [611, 1034, 729, 1043]
